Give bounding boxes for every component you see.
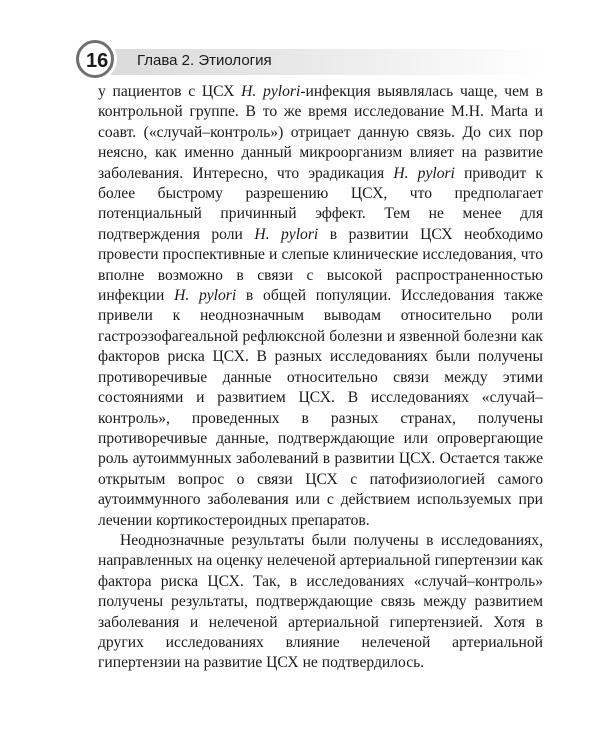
italic-term: H. pylori — [174, 287, 237, 305]
text-segment: у пациентов с ЦСХ — [98, 83, 242, 100]
text-segment: Неоднозначные результаты были получены в исследованиях, направленных на оценку нелеченой артериальной гипертензии как фактора риска ЦСХ. Так, в исследованиях «случай–контроль» получены результаты, подтверждающие связь между развитием заболевания и нелеченой артериальной гипертензией. Хотя в других исследованиях влияние нелеченой артериальной гипертензии на развитие ЦСХ не подтвердилось. — [98, 531, 543, 672]
italic-term: H. pylori — [393, 164, 455, 182]
text-segment: в развитии ЦСХ необходимо провести проспективные и слепые клинические исследования, что вполне возможно в связи с высокой распространенностью инфекции — [98, 225, 544, 305]
italic-term: H. pylori — [241, 83, 301, 100]
text-segment: приводит к более быстрому разрешению ЦСХ, что предполагает потенциальный причинный эффект. Тем не менее для подтверждения роли — [98, 164, 544, 243]
paragraph-2 — [98, 531, 543, 674]
chapter-title: Глава 2. Этиология — [137, 52, 272, 69]
italic-term: H. pylori — [254, 225, 319, 243]
body-text — [98, 82, 543, 674]
text-segment: в общей популяции. Исследования также привели к неоднозначным выводам относительно роли гастроэзофагеальной рефлюксной болезни и язвенной болезни как факторов риска ЦСХ. В разных исследованиях были получены противоречивые данные относительно связи между этими состояниями и развитием ЦСХ. В исследованиях «случай–контроль», проведенных в разных странах, получены противоречивые данные, подтверждающие или опровергающие роль аутоиммунных заболеваний в развитии ЦСХ. Остается также открытым вопрос о связи ЦСХ с патофизиологией самого аутоиммунного заболевания или с действием используемых при лечении кортикостероидных препаратов. — [98, 287, 543, 529]
page-number: 16 — [86, 50, 109, 72]
text-segment: -инфекция выявлялась чаще, чем в контрольной группе. В то же время исследование M.H. Marta и соавт. («случай–контроль») отрицает данную связь. До сих пор неясно, как именно данный микроорганизм влияет на развитие заболевания. Интересно, что эрадикация — [98, 83, 544, 182]
paragraph-1 — [98, 82, 543, 531]
